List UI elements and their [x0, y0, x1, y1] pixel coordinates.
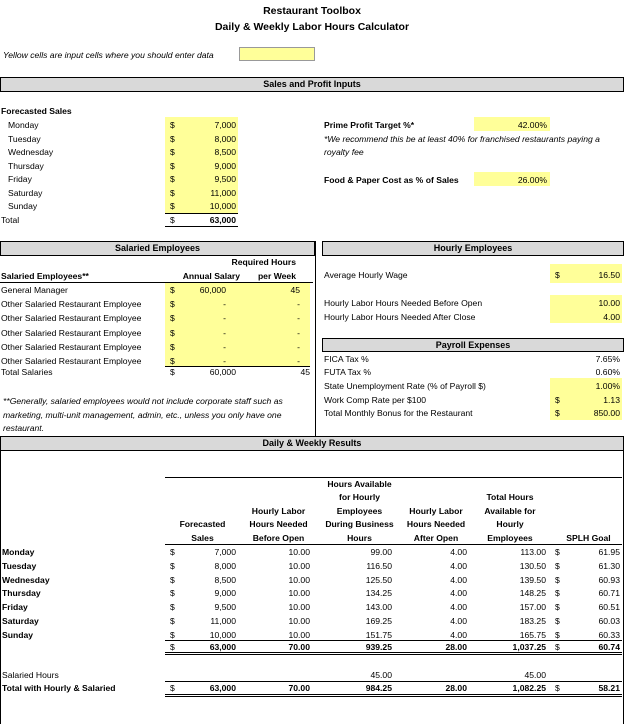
results-splh-currency: $: [555, 616, 560, 626]
results-currency: $: [170, 602, 175, 613]
forecast-day-value[interactable]: 8,000: [214, 133, 236, 144]
work-comp-value: 1.13: [603, 395, 620, 405]
salaried-employee-name[interactable]: Other Salaried Restaurant Employee: [1, 313, 142, 324]
page-title: Restaurant Toolbox: [263, 5, 361, 17]
results-after-open: 4.00: [450, 560, 467, 571]
salaried-annual-salary[interactable]: -: [223, 313, 226, 324]
salaried-hours-avail: 45.00: [370, 670, 392, 680]
salaried-hours-total: 45.00: [524, 670, 546, 680]
salaried-required-hours[interactable]: 45: [290, 285, 300, 295]
results-sales: 8,000: [214, 560, 236, 571]
results-totals-underline-1: [165, 652, 622, 653]
results-splh: 60.71: [598, 588, 620, 599]
results-splh-currency: $: [555, 642, 560, 652]
salaried-header: Salaried Employees: [0, 241, 315, 256]
salaried-employee-name[interactable]: General Manager: [1, 285, 68, 295]
forecast-total-label: Total: [1, 215, 20, 225]
results-after-open: 4.00: [450, 616, 467, 626]
avg-hourly-wage-currency: $: [555, 270, 560, 280]
after-close-label: Hourly Labor Hours Needed After Close: [324, 312, 476, 322]
salaried-annual-salary[interactable]: -: [223, 327, 226, 338]
results-day-label: Wednesday: [2, 574, 50, 585]
forecast-day-value[interactable]: 8,500: [214, 147, 236, 157]
results-hours-available: 99.00: [370, 547, 392, 557]
prime-note-line-1: *We recommend this be at least 40% for franchised restaurants paying a: [324, 134, 600, 144]
forecast-day-label: Friday: [8, 174, 32, 184]
food-paper-label: Food & Paper Cost as % of Sales: [324, 175, 459, 185]
salaried-total-rule: [165, 366, 310, 367]
results-day-label: Tuesday: [2, 560, 37, 571]
page-subtitle: Daily & Weekly Labor Hours Calculator: [214, 21, 410, 33]
results-after-open: 4.00: [450, 588, 467, 599]
results-after-open: 4.00: [450, 574, 467, 585]
state-unemployment-value: 1.00%: [595, 381, 620, 391]
fica-value: 7.65%: [595, 354, 620, 364]
prime-note-line-2: royalty fee: [324, 147, 364, 157]
results-hours-available-grand: 984.25: [365, 683, 392, 693]
forecast-currency: $: [170, 133, 175, 144]
results-col-header-splh: SPLH Goal: [566, 533, 611, 543]
results-splh-currency: $: [555, 560, 560, 571]
results-col-header-line: Forecasted: [179, 519, 226, 530]
results-currency: $: [170, 642, 175, 652]
results-before-open: 10.00: [288, 588, 310, 599]
futa-value: 0.60%: [595, 367, 620, 377]
results-splh-currency: $: [555, 683, 560, 693]
results-totals-rule: [165, 640, 622, 641]
results-hours-available: 143.00: [365, 602, 392, 613]
results-splh: 60.03: [598, 616, 620, 626]
salaried-required-hours[interactable]: -: [297, 356, 300, 366]
salaried-required-hours[interactable]: -: [297, 341, 300, 352]
prime-profit-label[interactable]: Prime Profit Target %*: [324, 120, 415, 130]
fica-label: FICA Tax %: [324, 354, 369, 364]
futa-label: FUTA Tax %: [324, 367, 371, 377]
results-splh: 61.95: [598, 547, 620, 557]
results-after-open: 4.00: [450, 547, 467, 557]
forecast-currency: $: [170, 201, 175, 211]
results-sales: 8,500: [214, 574, 236, 585]
results-total-hours: 148.25: [519, 588, 546, 599]
state-unemployment-label: State Unemployment Rate (% of Payroll $): [324, 381, 486, 391]
forecast-day-label: Tuesday: [8, 133, 41, 144]
results-column-top-rule: [165, 477, 622, 478]
results-splh-currency: $: [555, 547, 560, 557]
forecast-currency: $: [170, 160, 175, 171]
salaried-currency: $: [170, 327, 175, 338]
results-total-hours: 157.00: [519, 602, 546, 613]
results-col-header-line: Hourly Labor: [251, 505, 306, 516]
results-currency: $: [170, 683, 175, 693]
salaried-annual-salary[interactable]: -: [223, 341, 226, 352]
grand-total-underline-1: [165, 694, 622, 695]
results-after-open: 4.00: [450, 602, 467, 613]
results-hours-available: 151.75: [365, 629, 392, 640]
results-col-header-line: During Business: [325, 519, 394, 530]
results-splh-total: 60.74: [598, 642, 620, 652]
salaried-employee-name[interactable]: Other Salaried Restaurant Employee: [1, 356, 142, 366]
results-sales: 9,500: [214, 602, 236, 613]
results-before-open-total: 70.00: [288, 642, 310, 652]
salaried-currency: $: [170, 341, 175, 352]
results-total-hours: 183.25: [519, 616, 546, 626]
forecast-currency: $: [170, 174, 175, 184]
results-splh: 60.93: [598, 574, 620, 585]
results-after-open-total: 28.00: [445, 642, 467, 652]
results-before-open: 10.00: [288, 574, 310, 585]
salaried-required-hours[interactable]: -: [297, 327, 300, 338]
results-day-label: Sunday: [2, 629, 34, 640]
results-total-hours: 139.50: [519, 574, 546, 585]
results-splh-currency: $: [555, 588, 560, 599]
results-col-header-line: Hourly: [496, 519, 524, 530]
input-cell-legend-swatch: [239, 47, 315, 61]
results-currency: $: [170, 547, 175, 557]
forecast-currency: $: [170, 120, 175, 130]
forecast-day-value[interactable]: 9,500: [214, 174, 236, 184]
after-close-value: 4.00: [603, 312, 620, 322]
monthly-bonus-currency: $: [555, 408, 560, 418]
sales-profit-header: Sales and Profit Inputs: [0, 77, 624, 92]
results-before-open: 10.00: [288, 602, 310, 613]
results-col-header-line: for Hourly: [338, 492, 381, 503]
salaried-note-2: marketing, multi-unit management, admin, etc., unless you only have one: [3, 410, 282, 420]
forecast-total-rule: [165, 213, 238, 214]
forecast-day-label: Sunday: [8, 201, 38, 211]
results-hours-available: 116.50: [366, 560, 392, 571]
salaried-total-label: Total Salaries: [1, 367, 53, 377]
salaried-required-hours[interactable]: -: [297, 313, 300, 324]
col-salaried-employees: Salaried Employees**: [1, 271, 89, 281]
results-splh-currency: $: [555, 602, 560, 613]
forecast-total-underline: [165, 226, 238, 227]
results-col-header-line: Hours Available: [327, 478, 392, 489]
food-paper-value: 26.00%: [517, 175, 547, 185]
col-required-hours-1: Required Hours: [231, 257, 296, 267]
work-comp-label: Work Comp Rate per $100: [324, 395, 427, 405]
results-after-open: 4.00: [450, 629, 467, 640]
results-col-header-line: After Open: [413, 533, 459, 543]
forecast-total-currency: $: [170, 215, 175, 225]
results-totals-underline-2: [165, 654, 622, 655]
forecast-day-label: Thursday: [8, 160, 44, 171]
results-col-header-line: Employees: [336, 505, 383, 516]
results-sales: 11,000: [210, 616, 236, 626]
results-header-rule: [165, 544, 622, 545]
prime-profit-value: 42.00%: [517, 120, 547, 130]
results-left-border: [0, 451, 1, 724]
forecast-day-value[interactable]: 10,000: [209, 201, 236, 211]
work-comp-currency: $: [555, 395, 560, 405]
results-sales: 9,000: [214, 588, 236, 599]
results-total-hours: 113.00: [520, 547, 546, 557]
results-currency: $: [170, 616, 175, 626]
results-hours-available-total: 939.25: [365, 642, 392, 652]
results-hours-available: 134.25: [365, 588, 392, 599]
col-annual-salary: Annual Salary: [182, 271, 240, 281]
monthly-bonus-label: Total Monthly Bonus for the Restaurant: [324, 408, 473, 418]
legend-note: Yellow cells are input cells where you should enter data: [3, 50, 214, 60]
salaried-currency: $: [170, 313, 175, 324]
results-currency: $: [170, 560, 175, 571]
results-hours-available: 125.50: [365, 574, 392, 585]
results-sales: 7,000: [214, 547, 236, 557]
results-header: Daily & Weekly Results: [0, 436, 624, 451]
results-before-open: 10.00: [288, 560, 310, 571]
results-day-label: Thursday: [2, 588, 41, 599]
results-total-hours-total: 1,037.25: [512, 642, 546, 652]
salaried-currency: $: [170, 299, 175, 310]
results-currency: $: [170, 574, 175, 585]
forecasted-sales-label: Forecasted Sales: [1, 106, 72, 116]
col-required-hours-2: per Week: [257, 271, 296, 281]
results-col-header-line: Total Hours: [486, 492, 534, 503]
salaried-annual-salary[interactable]: -: [223, 356, 226, 366]
salaried-total-currency: $: [170, 367, 175, 377]
avg-hourly-wage-label: Average Hourly Wage: [324, 270, 408, 280]
results-splh: 60.51: [598, 602, 620, 613]
forecast-day-label: Monday: [8, 120, 39, 130]
results-col-header-line: Hours Needed: [406, 519, 466, 530]
grand-total-underline-2: [165, 696, 622, 697]
salaried-note-3: restaurant.: [3, 423, 45, 433]
results-col-header-line: Before Open: [252, 533, 305, 543]
results-sales: 10,000: [209, 629, 236, 640]
salaried-total-hours: 45: [300, 367, 310, 377]
salaried-input-block: [165, 283, 310, 366]
results-before-open-grand: 70.00: [288, 683, 310, 693]
results-total-hours: 165.75: [519, 629, 546, 640]
results-col-header-line: Available for: [484, 505, 536, 516]
results-hours-available: 169.25: [365, 616, 392, 626]
grand-total-rule: [165, 681, 622, 682]
salaried-annual-salary[interactable]: 60,000: [199, 285, 226, 295]
forecast-day-value[interactable]: 7,000: [214, 120, 236, 130]
results-col-header-line: Hours: [347, 533, 372, 543]
results-col-header-line: Sales: [191, 533, 214, 543]
results-splh-currency: $: [555, 629, 560, 640]
salaried-currency: $: [170, 356, 175, 366]
results-col-header-line: Hours Needed: [249, 519, 308, 530]
forecast-day-value[interactable]: 9,000: [214, 160, 236, 171]
monthly-bonus-value: 850.00: [593, 408, 620, 418]
results-splh: 61.30: [598, 560, 620, 571]
results-col-header-line: Hourly Labor: [409, 505, 463, 516]
salaried-employee-name[interactable]: Other Salaried Restaurant Employee: [1, 327, 142, 338]
results-day-label: Monday: [2, 547, 35, 557]
salaried-hours-label: Salaried Hours: [2, 670, 59, 680]
forecast-currency: $: [170, 187, 175, 198]
avg-hourly-wage-value: 16.50: [598, 270, 620, 280]
results-total-hours: 130.50: [519, 560, 546, 571]
salaried-employee-name[interactable]: Other Salaried Restaurant Employee: [1, 299, 142, 310]
results-currency: $: [170, 588, 175, 599]
forecast-total-value: 63,000: [209, 215, 236, 225]
results-col-header-line: Employees: [487, 533, 533, 543]
salaried-currency: $: [170, 285, 175, 295]
results-splh-currency: $: [555, 574, 560, 585]
before-open-label: Hourly Labor Hours Needed Before Open: [324, 298, 483, 308]
forecast-day-label: Saturday: [8, 187, 43, 198]
forecast-day-value[interactable]: 11,000: [210, 187, 236, 198]
forecast-currency: $: [170, 147, 175, 157]
results-before-open: 10.00: [288, 629, 310, 640]
grand-total-label: Total with Hourly & Salaried: [2, 683, 116, 693]
salaried-note-1: **Generally, salaried employees would not include corporate staff such as: [3, 396, 283, 406]
salaried-required-hours[interactable]: -: [297, 299, 300, 310]
hourly-header: Hourly Employees: [322, 241, 624, 256]
results-total-hours-grand: 1,082.25: [512, 683, 546, 693]
results-sales-grand: 63,000: [209, 683, 236, 693]
results-sales-total: 63,000: [209, 642, 236, 652]
results-before-open: 10.00: [288, 616, 310, 626]
results-currency: $: [170, 629, 175, 640]
salaried-employee-name[interactable]: Other Salaried Restaurant Employee: [1, 341, 142, 352]
before-open-value: 10.00: [598, 298, 620, 308]
results-after-open-grand: 28.00: [445, 683, 467, 693]
results-before-open: 10.00: [288, 547, 310, 557]
payroll-header: Payroll Expenses: [322, 338, 624, 352]
results-splh: 60.33: [598, 629, 620, 640]
results-day-label: Saturday: [2, 616, 39, 626]
forecast-day-label: Wednesday: [8, 147, 54, 157]
results-splh-grand: 58.21: [598, 683, 620, 693]
salaried-total-salary: 60,000: [209, 367, 236, 377]
results-day-label: Friday: [2, 602, 28, 613]
salaried-annual-salary[interactable]: -: [223, 299, 226, 310]
salaried-right-border: [315, 241, 316, 436]
